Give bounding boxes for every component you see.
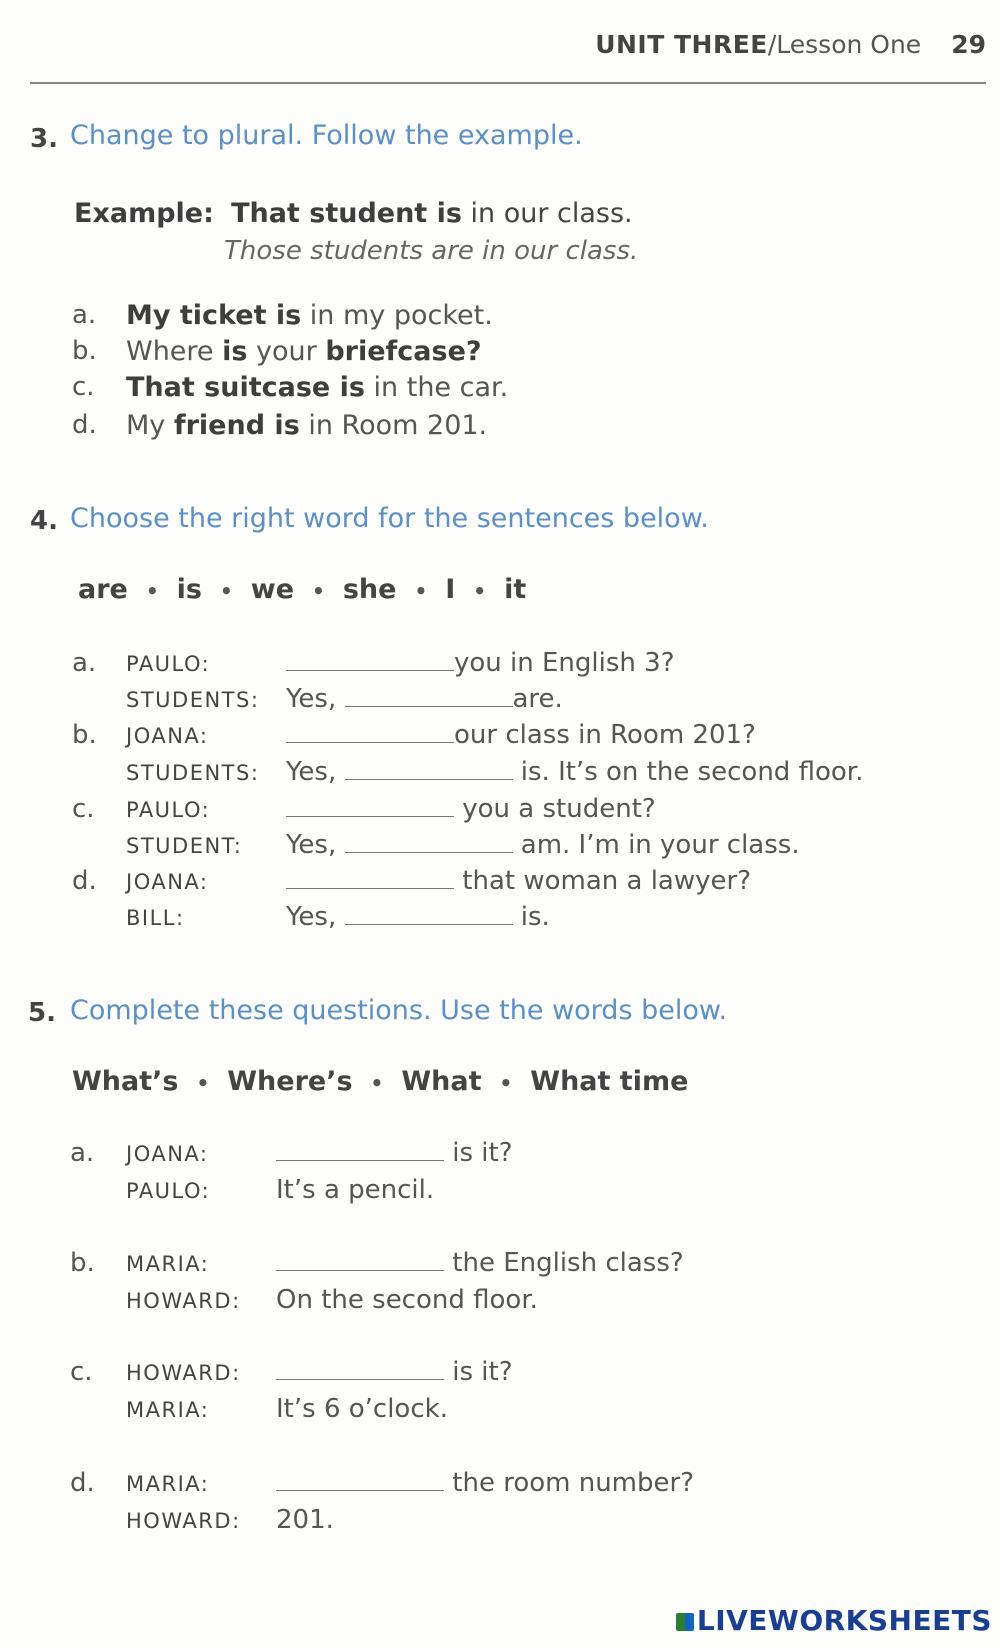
speaker-label: JOANA:	[126, 870, 209, 894]
line-text: our class in Room 201?	[454, 720, 756, 750]
speaker-label: PAULO:	[126, 1179, 211, 1203]
bullet-separator: •	[196, 1070, 210, 1095]
question-line	[276, 1357, 513, 1387]
answer-blank[interactable]	[345, 830, 513, 853]
word-option: it	[504, 574, 527, 605]
answer-blank[interactable]	[345, 902, 513, 925]
item-text: That suitcase is	[126, 372, 365, 403]
item-text: My ticket is	[126, 300, 302, 331]
bullet-separator: •	[370, 1070, 384, 1095]
item-text: briefcase?	[325, 336, 482, 367]
answer-blank[interactable]	[276, 1468, 444, 1491]
speaker-label: STUDENTS:	[126, 761, 260, 785]
answer-blank[interactable]	[345, 757, 513, 780]
item-text: in the car.	[364, 372, 509, 403]
ex4-instruction: Choose the right word for the sentences below.	[70, 503, 709, 534]
ex5-instruction: Complete these questions. Use the words below.	[70, 995, 728, 1026]
question-text: the English class?	[444, 1248, 684, 1278]
ex4-word-bank	[78, 574, 526, 605]
question-line	[276, 1468, 694, 1498]
brand-icon	[676, 1613, 694, 1631]
row-letter: c.	[72, 794, 95, 824]
item-letter: c.	[72, 372, 95, 402]
ex3-instruction: Change to plural. Follow the example.	[70, 120, 583, 151]
ex5-word-bank	[72, 1066, 688, 1097]
line-prefix: Yes,	[286, 757, 345, 787]
speaker-label: HOWARD:	[126, 1361, 241, 1385]
word-option: is	[176, 574, 202, 605]
bullet-separator: •	[473, 578, 487, 603]
item-text: Where	[126, 336, 223, 367]
answer-blank[interactable]	[286, 866, 454, 889]
line-text: are.	[512, 684, 563, 714]
row-letter: d.	[72, 866, 97, 896]
dialogue-line	[286, 830, 800, 860]
group-letter: a.	[70, 1138, 95, 1168]
item-text: in my pocket.	[301, 300, 493, 331]
line-text: am. I’m in your class.	[512, 830, 800, 860]
line-text: that woman a lawyer?	[454, 866, 751, 896]
speaker-label: HOWARD:	[126, 1289, 241, 1313]
group-letter: d.	[70, 1468, 95, 1498]
item-text: in Room 201.	[299, 410, 488, 441]
word-option: are	[78, 574, 128, 605]
answer-blank[interactable]	[286, 794, 454, 817]
speaker-label: MARIA:	[126, 1398, 210, 1422]
page-header	[30, 30, 986, 59]
line-text: is.	[512, 902, 550, 932]
answer-text: It’s 6 o’clock.	[276, 1394, 448, 1424]
bullet-separator: •	[414, 578, 428, 603]
speaker-label: JOANA:	[126, 724, 209, 748]
unit-title: UNIT THREE	[595, 30, 768, 59]
word-option: Where’s	[227, 1066, 353, 1097]
answer-blank[interactable]	[276, 1138, 444, 1161]
word-option: we	[250, 574, 295, 605]
speaker-label: STUDENTS:	[126, 688, 260, 712]
line-prefix: Yes,	[286, 684, 345, 714]
item-text: friend is	[173, 410, 300, 441]
speaker-label: MARIA:	[126, 1472, 210, 1496]
example-label: Example:	[74, 198, 214, 229]
dialogue-line	[286, 902, 550, 932]
plural-item	[126, 372, 508, 403]
answer-text: 201.	[276, 1505, 334, 1535]
word-option: she	[342, 574, 397, 605]
ex3-example	[74, 198, 633, 229]
item-text: is	[222, 336, 248, 367]
example-answer: Those students are in our class.	[224, 236, 639, 266]
dialogue-line	[286, 757, 863, 787]
answer-blank[interactable]	[286, 720, 454, 743]
dialogue-line	[286, 794, 656, 824]
answer-blank[interactable]	[276, 1248, 444, 1271]
answer-text: On the second floor.	[276, 1285, 538, 1315]
bullet-separator: •	[145, 578, 159, 603]
ex3-number: 3.	[30, 124, 58, 154]
dialogue-line	[286, 684, 563, 714]
speaker-label: HOWARD:	[126, 1509, 241, 1533]
item-text: your	[247, 336, 326, 367]
plural-item	[126, 300, 493, 331]
question-text: is it?	[444, 1357, 513, 1387]
dialogue-line	[286, 648, 675, 678]
line-text: is. It’s on the second floor.	[512, 757, 864, 787]
row-letter: a.	[72, 648, 97, 678]
line-text: you a student?	[454, 794, 656, 824]
item-text: My	[126, 410, 174, 441]
ex5-number: 5.	[28, 998, 56, 1028]
bullet-separator: •	[312, 578, 325, 603]
dialogue-line	[286, 866, 751, 896]
question-line	[276, 1248, 684, 1278]
item-letter: d.	[72, 410, 97, 440]
answer-blank[interactable]	[345, 684, 513, 707]
example-bold: That student is	[231, 198, 462, 229]
speaker-label: MARIA:	[126, 1252, 210, 1276]
speaker-label: PAULO:	[126, 798, 211, 822]
speaker-label: JOANA:	[126, 1142, 209, 1166]
question-line	[276, 1138, 513, 1168]
word-option: What time	[530, 1066, 689, 1097]
line-prefix: Yes,	[286, 830, 345, 860]
answer-blank[interactable]	[276, 1357, 444, 1380]
plural-item	[126, 410, 487, 441]
ex4-number: 4.	[30, 506, 58, 536]
line-prefix: Yes,	[286, 902, 345, 932]
row-letter: b.	[72, 720, 97, 750]
item-letter: b.	[72, 336, 97, 366]
answer-text: It’s a pencil.	[276, 1175, 435, 1205]
brand-text: LIVEWORKSHEETS	[696, 1604, 992, 1637]
speaker-label: BILL:	[126, 906, 185, 930]
word-option: I	[445, 574, 456, 605]
question-text: the room number?	[444, 1468, 694, 1498]
line-text: you in English 3?	[454, 648, 675, 678]
liveworksheets-logo	[676, 1604, 992, 1637]
example-rest: in our class.	[461, 198, 633, 229]
lesson-title: /Lesson One	[767, 30, 922, 59]
group-letter: b.	[70, 1248, 95, 1278]
group-letter: c.	[70, 1357, 93, 1387]
dialogue-line	[286, 720, 756, 750]
bullet-separator: •	[499, 1070, 513, 1095]
word-option: What’s	[72, 1066, 179, 1097]
speaker-label: PAULO:	[126, 652, 211, 676]
speaker-label: STUDENT:	[126, 834, 243, 858]
plural-item	[126, 336, 482, 367]
page-number: 29	[951, 30, 986, 59]
item-letter: a.	[72, 300, 97, 330]
question-text: is it?	[444, 1138, 513, 1168]
header-rule	[30, 82, 986, 84]
bullet-separator: •	[219, 578, 233, 603]
answer-blank[interactable]	[286, 648, 454, 671]
word-option: What	[401, 1066, 482, 1097]
